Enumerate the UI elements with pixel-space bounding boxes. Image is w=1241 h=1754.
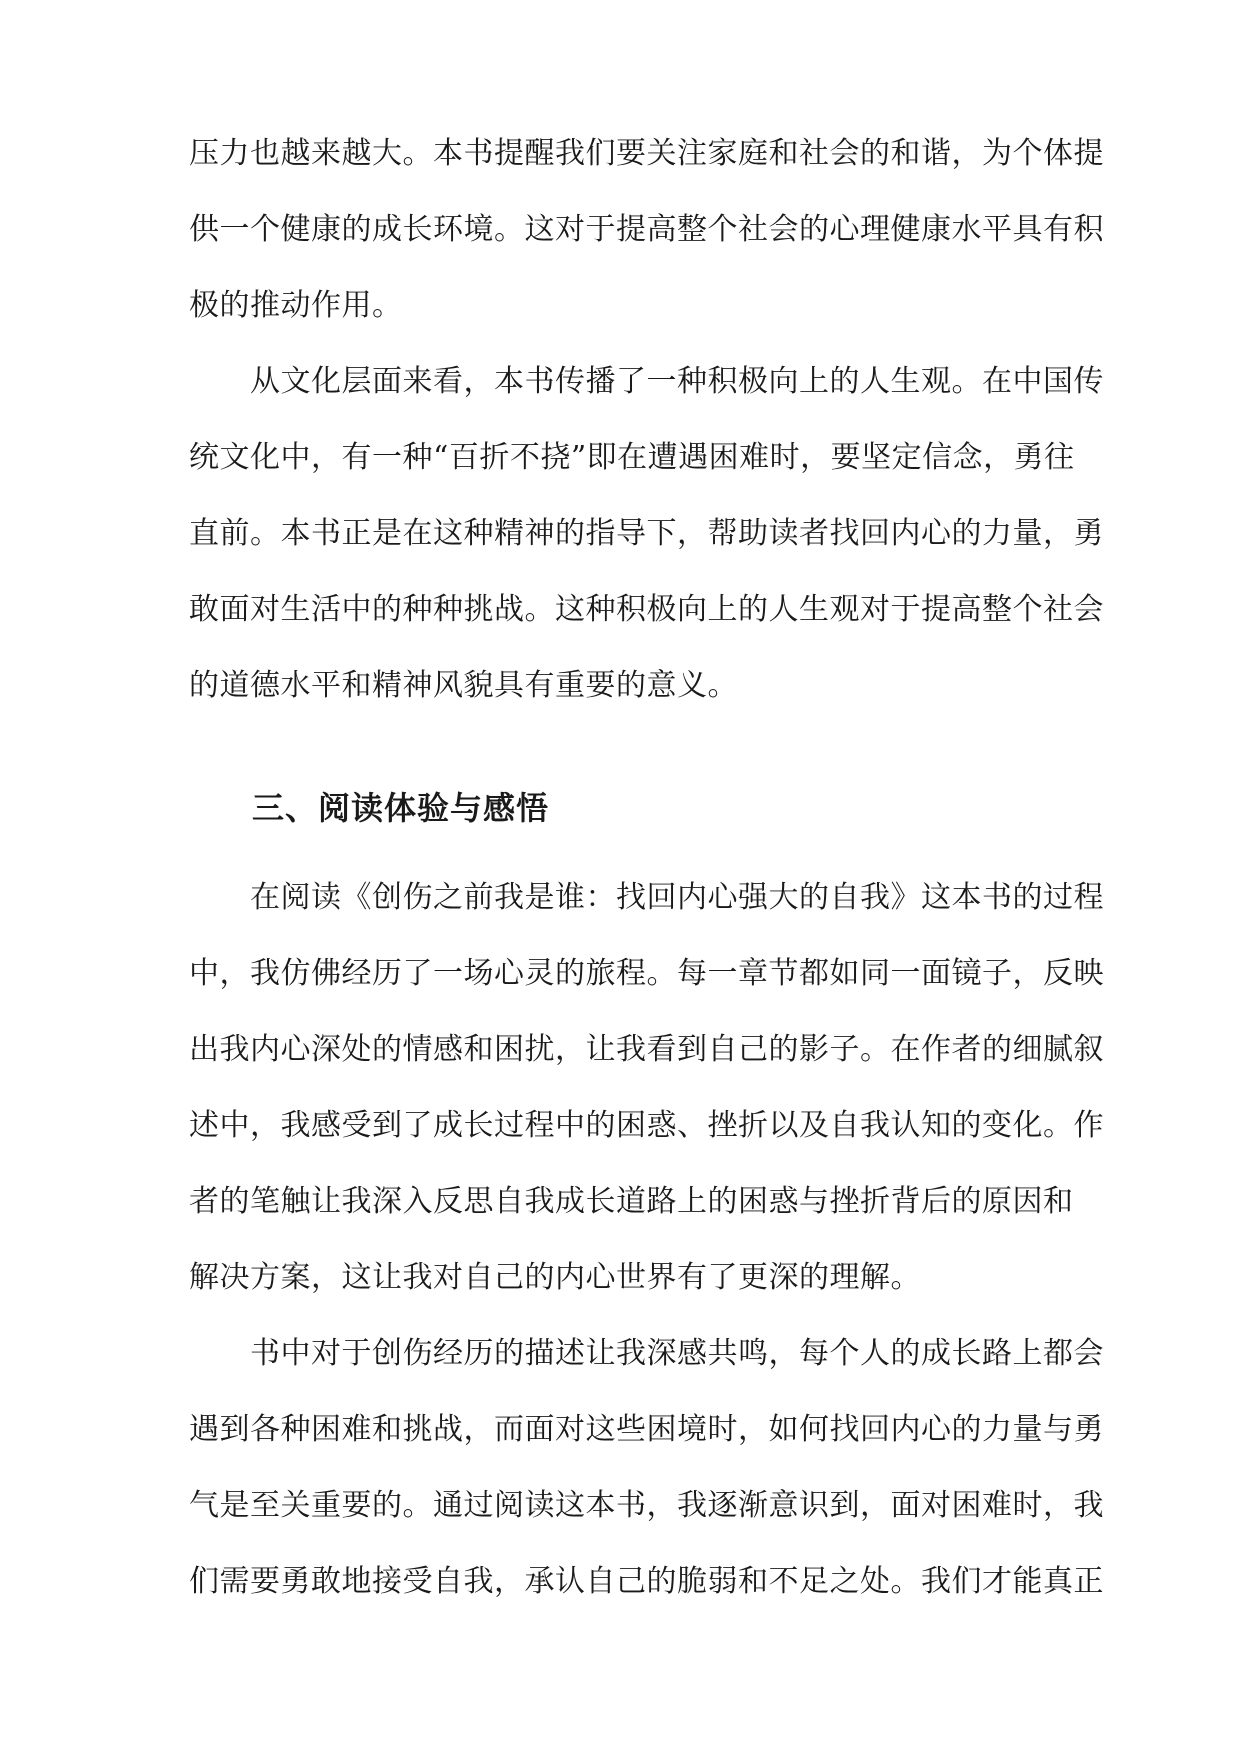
paragraph-line: 中，我仿佛经历了一场心灵的旅程。每一章节都如同一面镜子，反映 bbox=[189, 956, 1104, 991]
paragraph-line: 者的笔触让我深入反思自我成长道路上的困惑与挫折背后的原因和 bbox=[189, 1184, 1074, 1219]
section-heading: 三、阅读体验与感悟 bbox=[252, 789, 550, 827]
paragraph-line: 从文化层面来看，本书传播了一种积极向上的人生观。在中国传 bbox=[189, 364, 1104, 399]
paragraph-line: 出我内心深处的情感和困扰，让我看到自己的影子。在作者的细腻叙 bbox=[189, 1032, 1104, 1067]
paragraph-line: 解决方案，这让我对自己的内心世界有了更深的理解。 bbox=[189, 1260, 921, 1295]
paragraph-line: 直前。本书正是在这种精神的指导下，帮助读者找回内心的力量，勇 bbox=[189, 516, 1104, 551]
paragraph-line: 敢面对生活中的种种挑战。这种积极向上的人生观对于提高整个社会 bbox=[189, 592, 1104, 627]
paragraph-line: 们需要勇敢地接受自我，承认自己的脆弱和不足之处。我们才能真正 bbox=[189, 1564, 1104, 1599]
paragraph-line: 遇到各种困难和挑战，而面对这些困境时，如何找回内心的力量与勇 bbox=[189, 1412, 1104, 1447]
paragraph-line: 的道德水平和精神风貌具有重要的意义。 bbox=[189, 668, 738, 703]
paragraph-line: 极的推动作用。 bbox=[189, 288, 403, 323]
paragraph-line: 气是至关重要的。通过阅读这本书，我逐渐意识到，面对困难时，我 bbox=[189, 1488, 1104, 1523]
paragraph-line: 书中对于创伤经历的描述让我深感共鸣，每个人的成长路上都会 bbox=[189, 1336, 1104, 1371]
paragraph-line: 统文化中，有一种“百折不挠”即在遭遇困难时，要坚定信念，勇往 bbox=[189, 440, 1075, 475]
paragraph-line: 在阅读《创伤之前我是谁：找回内心强大的自我》这本书的过程 bbox=[189, 880, 1104, 915]
paragraph-line: 压力也越来越大。本书提醒我们要关注家庭和社会的和谐，为个体提 bbox=[189, 136, 1104, 171]
paragraph-line: 供一个健康的成长环境。这对于提高整个社会的心理健康水平具有积 bbox=[189, 212, 1104, 247]
paragraph-line: 述中，我感受到了成长过程中的困惑、挫折以及自我认知的变化。作 bbox=[189, 1108, 1104, 1143]
